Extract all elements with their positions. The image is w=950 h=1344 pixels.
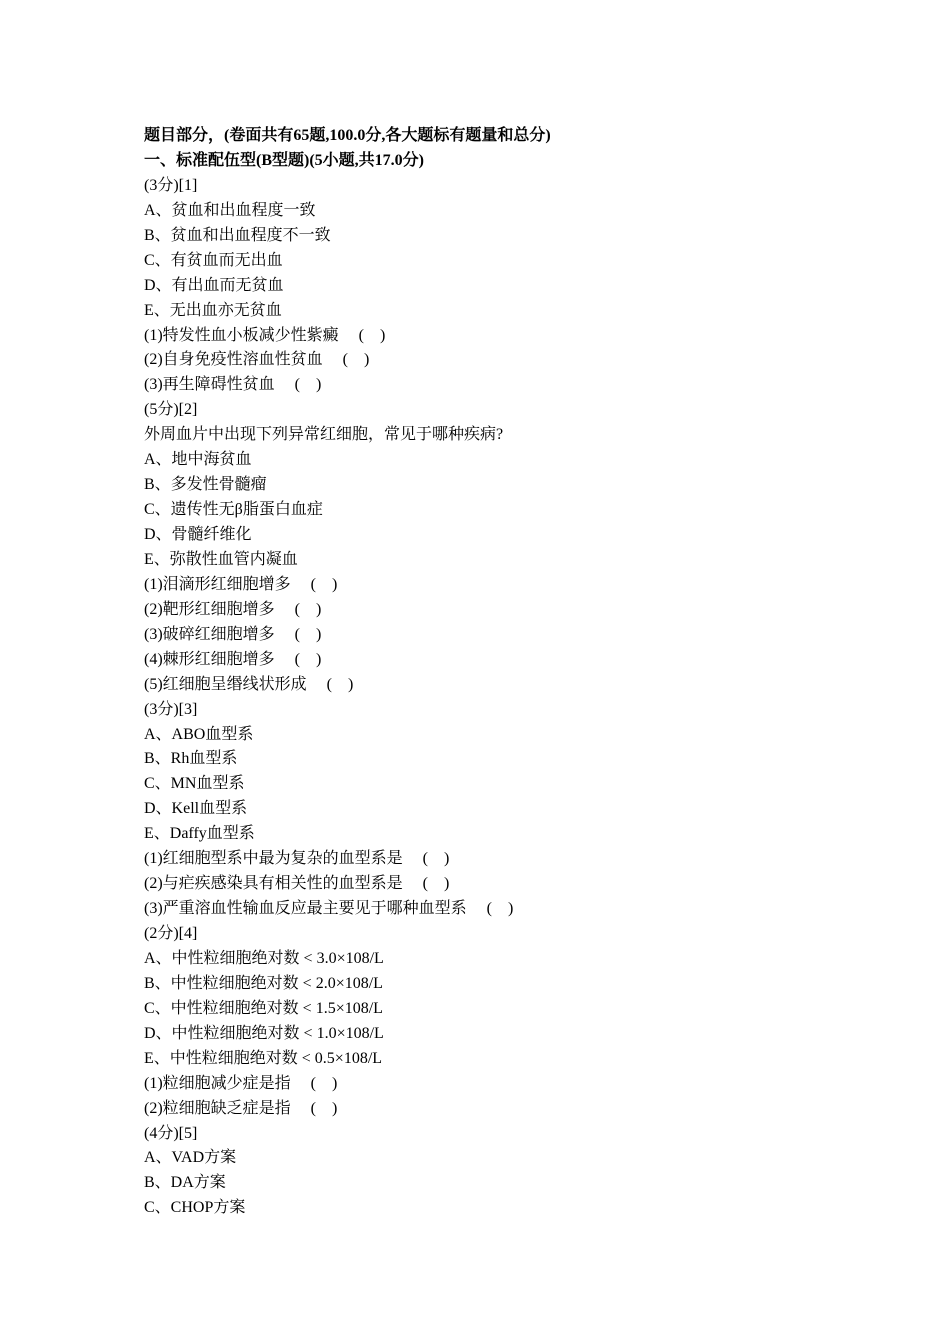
question-2-head: (5分)[2] bbox=[144, 401, 198, 419]
document-page bbox=[144, 124, 844, 1221]
question-1-option-b: B、贫血和出血程度不一致 bbox=[144, 226, 331, 244]
question-2-sub-1: (1)泪滴形红细胞增多 ( ) bbox=[144, 575, 338, 593]
question-5-option-b: B、DA方案 bbox=[144, 1174, 226, 1192]
question-2-sub-2: (2)靶形红细胞增多 ( ) bbox=[144, 600, 322, 618]
question-2-option-e: E、弥散性血管内凝血 bbox=[144, 550, 298, 568]
question-4-sub-2: (2)粒细胞缺乏症是指 ( ) bbox=[144, 1099, 338, 1117]
question-2-option-c: C、遗传性无β脂蛋白血症 bbox=[144, 501, 323, 519]
section-title: 一、标准配伍型(B型题)(5小题,共17.0分) bbox=[144, 151, 424, 169]
exam-intro: 题目部分，(卷面共有65题,100.0分,各大题标有题量和总分) bbox=[144, 127, 551, 144]
question-1-option-e: E、无出血亦无贫血 bbox=[144, 301, 282, 319]
question-4-option-c: C、中性粒细胞绝对数 < 1.5×108/L bbox=[144, 999, 383, 1017]
question-3-option-b: B、Rh血型系 bbox=[144, 750, 238, 768]
question-3-sub-3: (3)严重溶血性输血反应最主要见于哪种血型系 ( ) bbox=[144, 900, 514, 918]
question-1-head: (3分)[1] bbox=[144, 176, 198, 194]
question-1-option-c: C、有贫血而无出血 bbox=[144, 251, 283, 269]
question-3-sub-1: (1)红细胞型系中最为复杂的血型系是 ( ) bbox=[144, 850, 450, 868]
question-1-option-d: D、有出血而无贫血 bbox=[144, 276, 284, 294]
question-1-sub-3: (3)再生障碍性贫血 ( ) bbox=[144, 376, 322, 394]
question-2-option-d: D、骨髓纤维化 bbox=[144, 526, 252, 543]
question-2-sub-4: (4)棘形红细胞增多 ( ) bbox=[144, 650, 322, 668]
question-3-option-e: E、Daffy血型系 bbox=[144, 825, 255, 843]
question-3-option-c: C、MN血型系 bbox=[144, 775, 245, 793]
question-2-stem: 外周血片中出现下列异常红细胞，常见于哪种疾病? bbox=[144, 426, 504, 444]
question-1-option-a: A、贫血和出血程度一致 bbox=[144, 201, 316, 219]
question-1-sub-1: (1)特发性血小板减少性紫癜 ( ) bbox=[144, 326, 386, 344]
question-2-option-a: A、地中海贫血 bbox=[144, 451, 252, 469]
question-4-option-d: D、中性粒细胞绝对数 < 1.0×108/L bbox=[144, 1024, 384, 1042]
question-4-option-b: B、中性粒细胞绝对数 < 2.0×108/L bbox=[144, 974, 383, 992]
question-4-head: (2分)[4] bbox=[144, 925, 198, 942]
question-1-sub-2: (2)自身免疫性溶血性贫血 ( ) bbox=[144, 351, 370, 369]
question-3-option-a: A、ABO血型系 bbox=[144, 725, 254, 743]
question-2-sub-5: (5)红细胞呈缗线状形成 ( ) bbox=[144, 675, 354, 693]
question-3-sub-2: (2)与疟疾感染具有相关性的血型系是 ( ) bbox=[144, 875, 450, 893]
question-4-option-e: E、中性粒细胞绝对数 < 0.5×108/L bbox=[144, 1049, 383, 1067]
question-4-option-a: A、中性粒细胞绝对数 < 3.0×108/L bbox=[144, 949, 384, 967]
question-3-head: (3分)[3] bbox=[144, 700, 198, 718]
question-2-sub-3: (3)破碎红细胞增多 ( ) bbox=[144, 625, 322, 643]
question-5-option-a: A、VAD方案 bbox=[144, 1149, 237, 1167]
question-4-sub-1: (1)粒细胞减少症是指 ( ) bbox=[144, 1074, 338, 1092]
question-3-option-d: D、Kell血型系 bbox=[144, 800, 248, 818]
question-5-head: (4分)[5] bbox=[144, 1124, 198, 1142]
question-5-option-c: C、CHOP方案 bbox=[144, 1199, 246, 1217]
question-2-option-b: B、多发性骨髓瘤 bbox=[144, 476, 267, 494]
